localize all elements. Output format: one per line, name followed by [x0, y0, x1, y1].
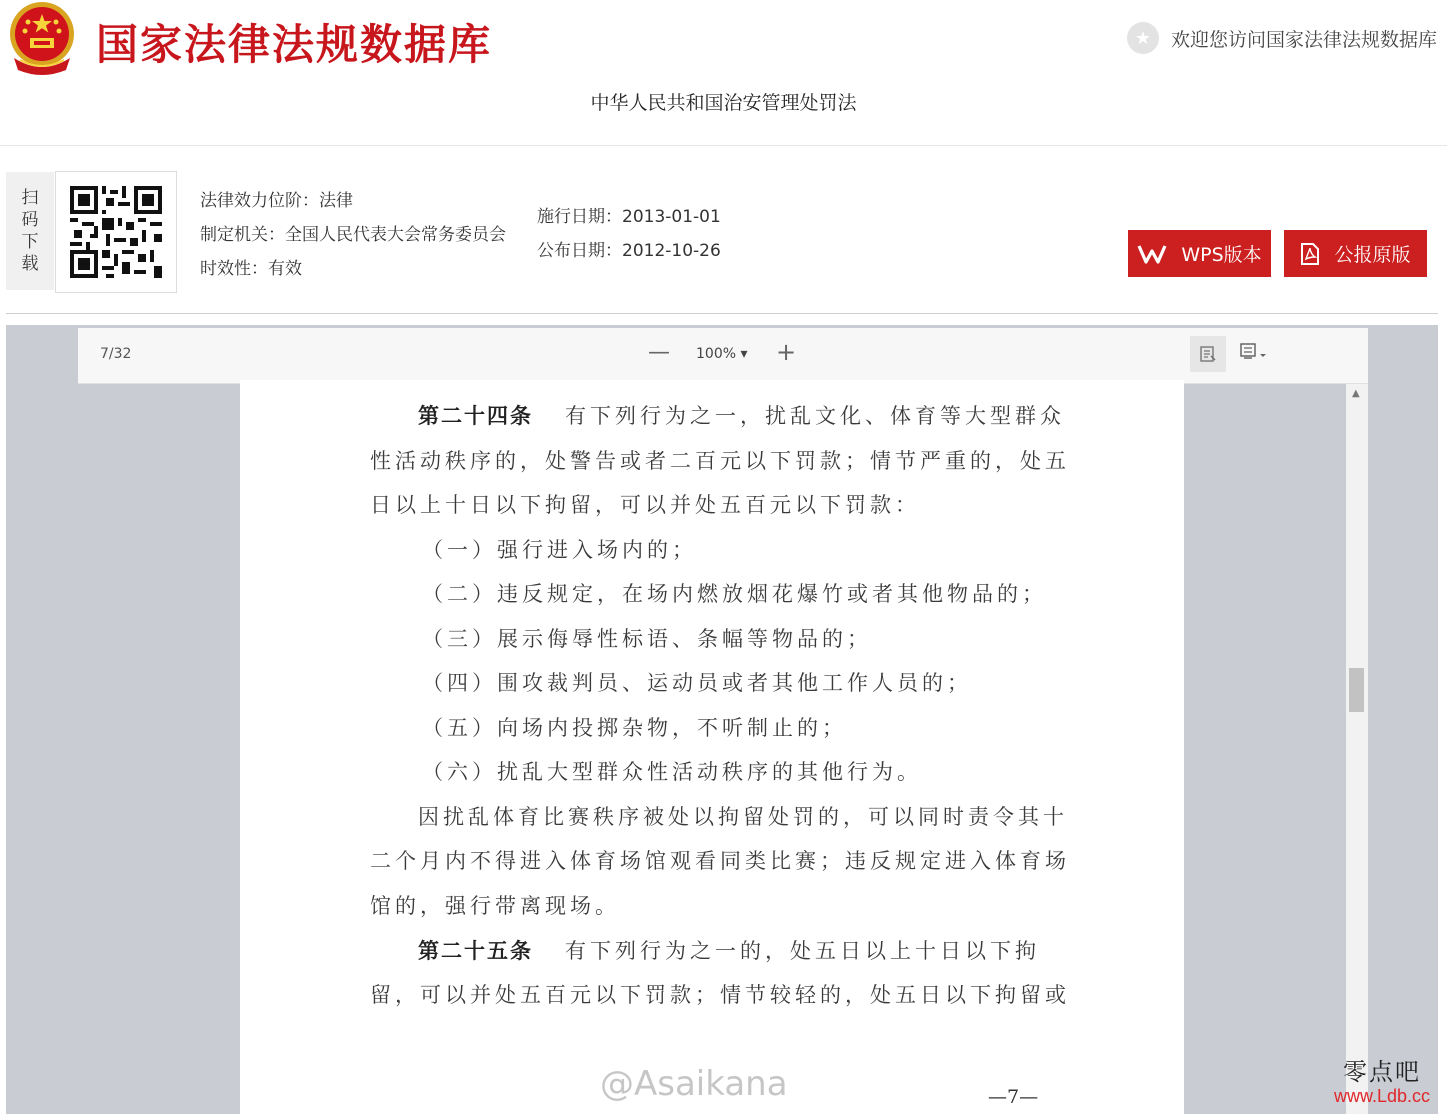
- line-text: 有下列行为之一，扰乱文化、体育等大型群众: [565, 404, 1066, 428]
- scan-label-char: 载: [21, 254, 39, 274]
- text-line: [422, 756, 922, 786]
- site-watermark: [1322, 1060, 1442, 1108]
- view-menu-icon[interactable]: [1240, 342, 1268, 362]
- welcome-area: [1127, 22, 1437, 54]
- scan-label-char: 下: [21, 232, 39, 252]
- site-title: 国家法律法规数据库: [96, 20, 493, 69]
- issuing-body: 制定机关：全国人民代表大会常务委员会: [200, 225, 506, 245]
- scroll-up-arrow-icon[interactable]: ▲: [1352, 388, 1360, 399]
- scan-label-char: 码: [21, 210, 39, 230]
- document-outline-icon[interactable]: [1190, 336, 1226, 372]
- document-title: 中华人民共和国治安管理处罚法: [590, 92, 857, 114]
- line-text: 日以上十日以下拘留，可以并处五百元以下罚款：: [370, 493, 920, 517]
- validity-status: 时效性：有效: [200, 259, 302, 279]
- law-meta-right: [537, 200, 721, 268]
- line-text: 性活动秩序的，处警告或者二百元以下罚款；情节严重的，处五: [370, 449, 1070, 473]
- text-line: [370, 845, 1070, 875]
- line-text: （五）向场内投掷杂物，不听制止的；: [422, 716, 847, 740]
- info-divider: [6, 313, 1438, 314]
- text-line: [422, 578, 1047, 608]
- scroll-thumb[interactable]: [1349, 668, 1364, 712]
- header-divider: [0, 145, 1447, 146]
- line-text: （二）违反规定，在场内燃放烟花爆竹或者其他物品的；: [422, 582, 1047, 606]
- qr-code[interactable]: [55, 171, 177, 293]
- article-number: 第二十四条: [418, 403, 533, 428]
- line-text: （一）强行进入场内的；: [422, 538, 697, 562]
- wps-icon: [1137, 243, 1167, 265]
- national-emblem-logo: [4, 0, 80, 76]
- line-text: 有下列行为之一的，处五日以上十日以下拘: [565, 939, 1041, 963]
- weibo-watermark: @Asaikana: [600, 1064, 788, 1104]
- page-number: —7—: [988, 1086, 1039, 1108]
- text-line: [422, 712, 847, 742]
- effect-level: 法律效力位阶：法律: [200, 191, 353, 211]
- wps-version-button[interactable]: [1128, 230, 1271, 277]
- zoom-out-button[interactable]: —: [648, 340, 670, 365]
- scan-download-tab[interactable]: [6, 172, 54, 290]
- effective-date: 施行日期：2013-01-01: [537, 207, 721, 227]
- text-line: [370, 890, 620, 920]
- text-line: [370, 445, 1070, 475]
- gazette-button-label: 公报原版: [1334, 244, 1411, 266]
- gazette-original-button[interactable]: [1284, 230, 1427, 277]
- text-line: [422, 667, 972, 697]
- wps-button-label: WPS版本: [1181, 244, 1262, 266]
- welcome-text: 欢迎您访问国家法律法规数据库: [1170, 28, 1437, 51]
- line-text: 留，可以并处五百元以下罚款；情节较轻的，处五日以下拘留或: [370, 983, 1070, 1007]
- line-text: 馆的，强行带离现场。: [370, 894, 620, 918]
- text-line: [422, 534, 697, 564]
- text-line: [422, 623, 872, 653]
- pdf-toolbar: [78, 328, 1368, 384]
- text-line: [418, 801, 1068, 831]
- page-indicator[interactable]: 7/32: [100, 346, 132, 362]
- vertical-scrollbar[interactable]: [1346, 384, 1368, 1114]
- text-line: [370, 489, 920, 519]
- line-text: 二个月内不得进入体育场馆观看同类比赛；违反规定进入体育场: [370, 849, 1070, 873]
- text-line: [418, 400, 1065, 430]
- text-line: [370, 979, 1070, 1009]
- site-header: [0, 0, 1447, 145]
- article-number: 第二十五条: [418, 938, 533, 963]
- line-text: （三）展示侮辱性标语、条幅等物品的；: [422, 627, 872, 651]
- star-icon[interactable]: ★: [1127, 22, 1159, 54]
- line-text: （六）扰乱大型群众性活动秩序的其他行为。: [422, 760, 922, 784]
- site-watermark-url: www.Ldb.cc: [1333, 1086, 1431, 1106]
- scan-label-char: 扫: [21, 188, 39, 208]
- pdf-icon: [1300, 243, 1320, 265]
- zoom-level-select[interactable]: 100% ▾: [696, 346, 748, 362]
- publish-date: 公布日期：2012-10-26: [537, 241, 721, 261]
- site-watermark-name: 零点吧: [1343, 1058, 1421, 1086]
- line-text: （四）围攻裁判员、运动员或者其他工作人员的；: [422, 671, 972, 695]
- zoom-in-button[interactable]: +: [776, 338, 797, 366]
- law-meta-left: [200, 184, 506, 286]
- line-text: 因扰乱体育比赛秩序被处以拘留处罚的，可以同时责令其十: [418, 805, 1068, 829]
- text-line: [418, 935, 1040, 965]
